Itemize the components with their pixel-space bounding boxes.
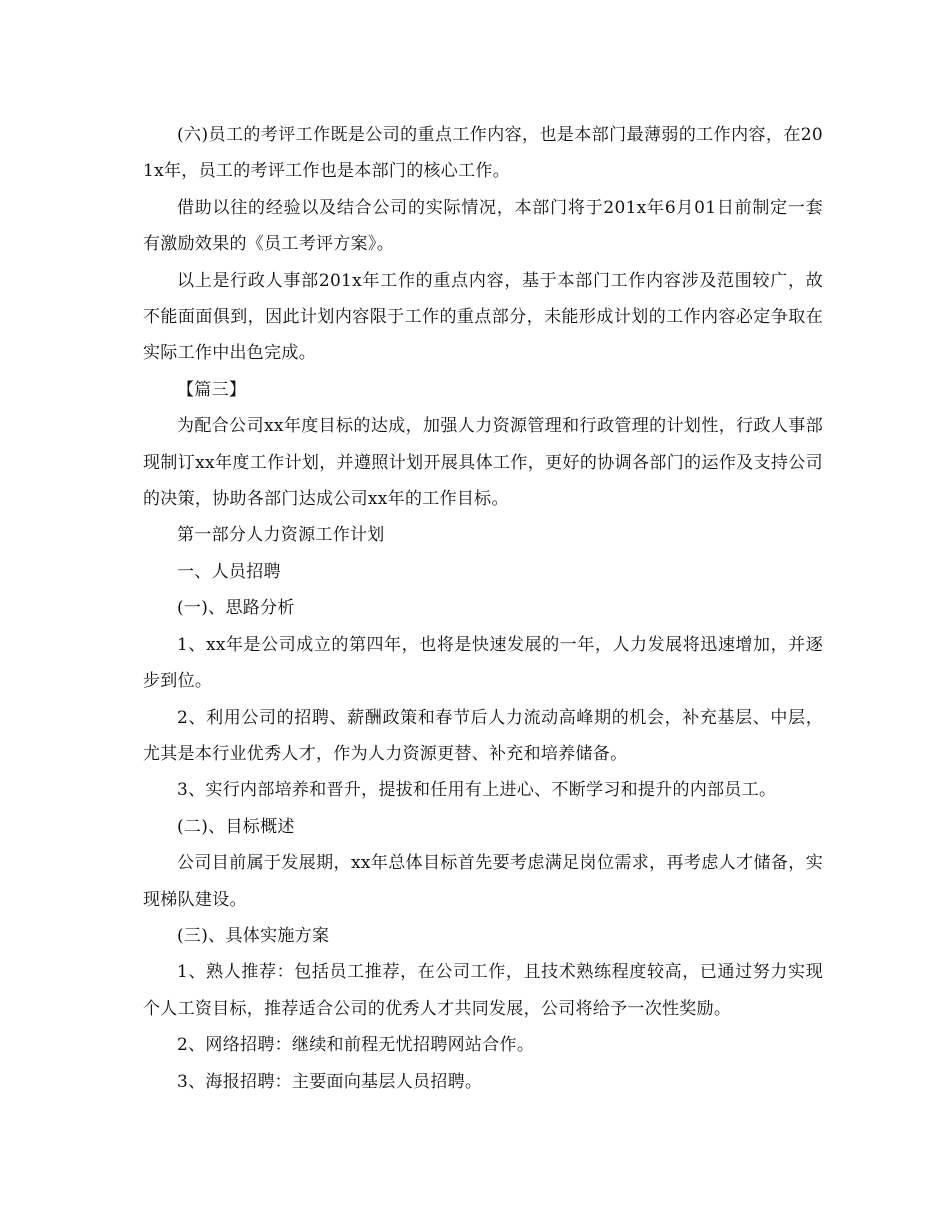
paragraph-objectives: 公司目前属于发展期，xx年总体目标首先要考虑满足岗位需求，再考虑人才储备，实现梯队建设。 bbox=[143, 853, 823, 910]
heading-part-one: 第一部分人力资源工作计划 bbox=[177, 525, 385, 546]
list-item-implementation-2: 2、网络招聘：继续和前程无忧招聘网站合作。 bbox=[177, 1035, 535, 1056]
list-item-implementation-1: 1、熟人推荐：包括员工推荐，在公司工作，且技术熟练程度较高，已通过努力实现个人工资目标，推荐适合公司的优秀人才共同发展，公司将给予一次性奖励。 bbox=[143, 962, 823, 1019]
section-heading-part-three: 【篇三】 bbox=[177, 379, 247, 400]
heading-objectives: (二)、目标概述 bbox=[177, 816, 295, 837]
list-item-analysis-3: 3、实行内部培养和晋升，提拔和任用有上进心、不断学习和提升的内部员工。 bbox=[177, 780, 777, 801]
heading-implementation: (三)、具体实施方案 bbox=[177, 925, 330, 946]
document-body bbox=[143, 117, 823, 1100]
paragraph-introduction: 为配合公司xx年度目标的达成，加强人力资源管理和行政管理的计划性，行政人事部现制订xx年度工作计划，并遵照计划开展具体工作，更好的协调各部门的运作及支持公司的决策，协助各部门达成公司xx年的工作目标。 bbox=[143, 416, 823, 510]
heading-analysis: (一)、思路分析 bbox=[177, 598, 295, 619]
paragraph-assessment-plan: 借助以往的经验以及结合公司的实际情况，本部门将于201x年6月01日前制定一套有激励效果的《员工考评方案》。 bbox=[143, 197, 823, 255]
paragraph-summary: 以上是行政人事部201x年工作的重点内容，基于本部门工作内容涉及范围较广，故不能面面俱到，因此计划内容限于工作的重点部分，未能形成计划的工作内容必定争取在实际工作中出色完成。 bbox=[143, 270, 823, 364]
list-item-implementation-3: 3、海报招聘：主要面向基层人员招聘。 bbox=[177, 1071, 483, 1092]
list-item-analysis-1: 1、xx年是公司成立的第四年，也将是快速发展的一年，人力发展将迅速增加，并逐步到位。 bbox=[143, 634, 823, 692]
list-item-analysis-2: 2、利用公司的招聘、薪酬政策和春节后人力流动高峰期的机会，补充基层、中层，尤其是本行业优秀人才，作为人力资源更替、补充和培养储备。 bbox=[143, 707, 823, 764]
paragraph-assessment-work: (六)员工的考评工作既是公司的重点工作内容，也是本部门最薄弱的工作内容，在201x年，员工的考评工作也是本部门的核心工作。 bbox=[143, 125, 823, 182]
heading-recruitment: 一、人员招聘 bbox=[177, 561, 281, 582]
